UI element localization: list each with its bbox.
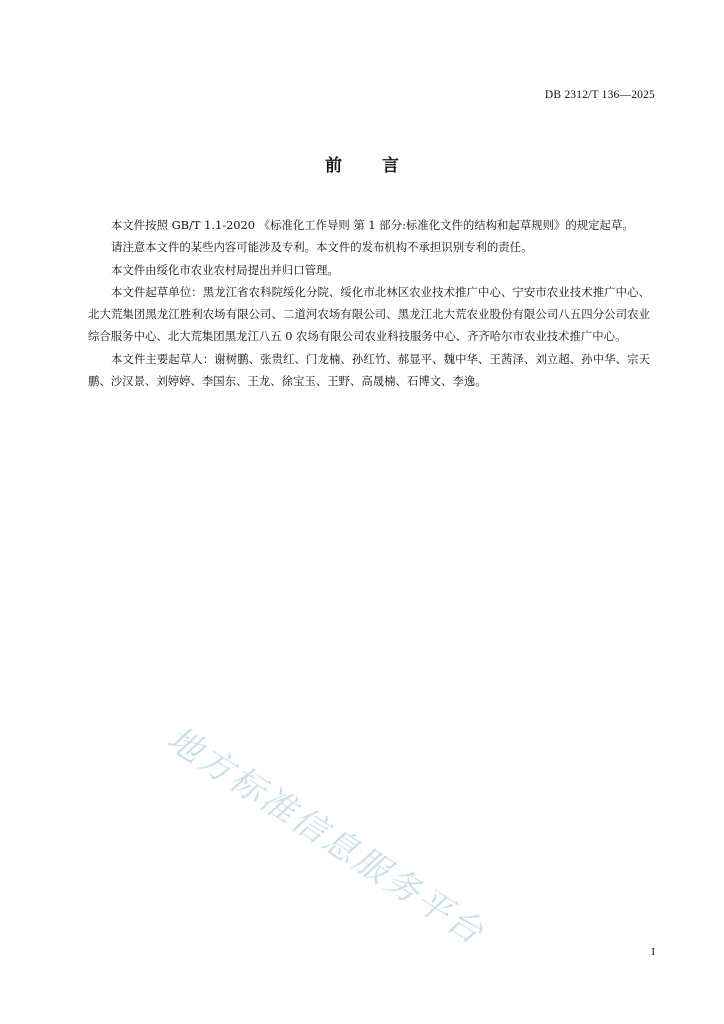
foreword-body (88, 214, 650, 392)
paragraph-patent-notice: 请注意本文件的某些内容可能涉及专利。本文件的发布机构不承担识别专利的责任。 (111, 240, 533, 255)
paragraph-drafters: 本文件主要起草人：谢树鹏、张贵红、门龙楠、孙红竹、郝显平、魏中华、王茜泽、刘立超、孙中华、宗天鹏、沙汉景、刘婷婷、李国东、王龙、徐宝玉、王野、高晟楠、石博文、李逸。 (88, 351, 650, 389)
document-code: DB 2312/T 136—2025 (544, 89, 655, 101)
paragraph-drafting-units: 本文件起草单位：黑龙江省农科院绥化分院、绥化市北林区农业技术推广中心、宁安市农业技术推广中心、北大荒集团黑龙江胜利农场有限公司、二道河农场有限公司、黑龙江北大荒农业股份有限公司八五四分公司农业综合服务中心、北大荒集团黑龙江八五 0 农场有限公司农业科技服务中心、齐齐哈尔市农业技术推广中心。 (88, 284, 650, 344)
page-number: I (651, 946, 655, 958)
watermark: 地方标准信息服务平台 (159, 718, 492, 954)
paragraph-proposing-authority: 本文件由绥化市农业农村局提出并归口管理。 (111, 262, 339, 277)
page-title: 前言 (325, 156, 439, 176)
paragraph-drafting-rules: 本文件按照 GB/T 1.1-2020 《标准化工作导则 第 1 部分:标准化文件的结构和起草规则》的规定起草。 (111, 218, 634, 232)
